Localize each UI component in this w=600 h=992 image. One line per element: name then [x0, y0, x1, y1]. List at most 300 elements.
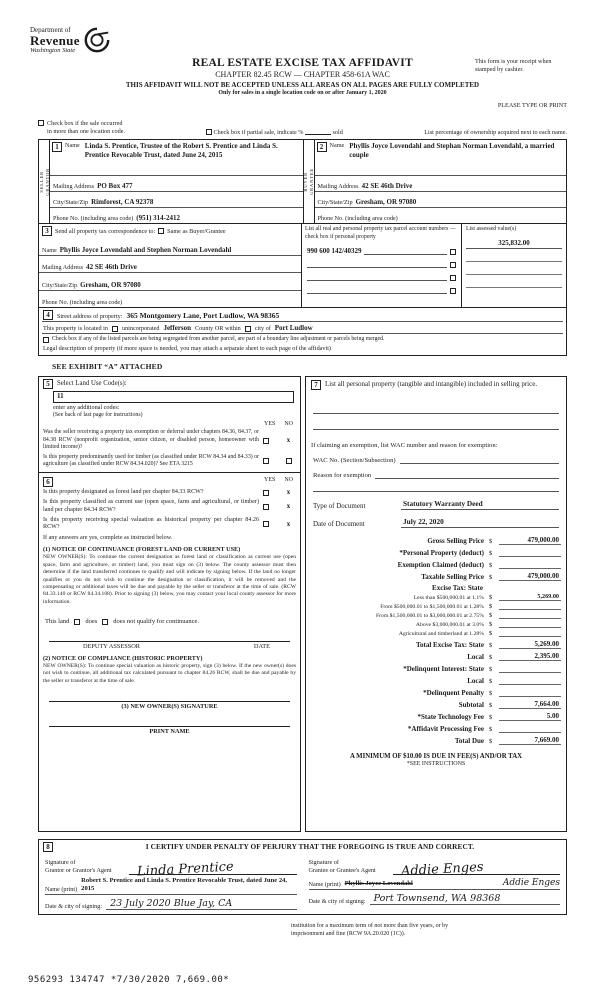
- grantee-vertical-text: GRANTEE: [309, 168, 314, 196]
- section-5-number: 5: [43, 379, 53, 389]
- no-answer-mark: x: [286, 503, 291, 511]
- exemption-claim-note: If claiming an exemption, list WAC number and reason for exemption:: [311, 441, 498, 449]
- excise-row: [311, 686, 561, 697]
- grantee-name-handwritten: Addie Enges: [502, 877, 560, 888]
- section-4-property: [39, 308, 566, 355]
- seller-name-field: [50, 140, 303, 176]
- parcel-blank-line[interactable]: [307, 261, 447, 268]
- question-answers: [263, 489, 296, 497]
- deputy-assessor-label: DEPUTY ASSESSOR: [83, 643, 140, 650]
- excise-row-amount: [499, 696, 561, 697]
- county-or-within-label: County OR within: [195, 325, 241, 333]
- grantor-name-print-value: Robert S. Prentice and Linda S. Prentice Revocable Trust, dated June 24, 2015: [81, 876, 288, 892]
- excise-row: [311, 650, 561, 661]
- does-checkbox[interactable]: [74, 619, 80, 625]
- assessed-blank-line[interactable]: [466, 262, 562, 275]
- buyer-csz-value: Gresham, OR 97080: [355, 198, 417, 207]
- excise-row-label: Above $3,000,000.01 at 3.0%: [415, 621, 484, 628]
- assessed-header: List assessed value(s): [466, 226, 517, 233]
- additional-codes-label: enter any additional codes:: [53, 403, 120, 411]
- land-use-code-value[interactable]: 11: [53, 391, 294, 403]
- parcel-row: [305, 274, 458, 281]
- title-block: [113, 24, 493, 96]
- excise-row-label: Taxable Selling Price: [421, 572, 484, 581]
- excise-row: [311, 698, 561, 709]
- timber-answers: [263, 454, 296, 469]
- grantor-signature-script: Linda Prentice: [136, 859, 235, 880]
- grantor-date-city-value: 23 July 2020 Blue Jay, CA: [106, 898, 296, 910]
- corr-csz-value: Gresham, OR 97080: [80, 280, 141, 289]
- dollar-sign: $: [489, 737, 493, 745]
- new-owner-signature-label: (3) NEW OWNER(S) SIGNATURE: [121, 703, 218, 711]
- corr-name-label: Name: [42, 246, 57, 254]
- excise-row: [311, 662, 561, 673]
- type-of-document-field: [313, 499, 559, 510]
- seller-name-value: Linda S. Prentice, Trustee of the Robert S. Prentice and Linda S. Prentice Revocable Trust, dated June 24, 2015: [84, 142, 278, 159]
- chapter-subtitle: CHAPTER 82.45 RCW — CHAPTER 458-61A WAC: [215, 70, 390, 79]
- yes-no-header-5: [43, 421, 296, 427]
- grantee-agent-label: Grantee or Grantee's Agent: [308, 867, 376, 875]
- top-options-row: [38, 120, 567, 136]
- seller-csz-value: Rimforest, CA 92378: [91, 198, 154, 207]
- parcel-blank-line[interactable]: [307, 274, 447, 281]
- dollar-sign: $: [489, 611, 493, 619]
- excise-row-label: Subtotal: [458, 700, 484, 709]
- excise-row-label: *Delinquent Interest: State: [403, 664, 484, 673]
- section6-questions: [43, 489, 296, 533]
- seller-csz-field: [50, 192, 303, 208]
- correspondence-header: [39, 224, 301, 238]
- single-location-note: Only for sales in a single location code on or after January 1, 2020: [218, 90, 387, 96]
- excise-row-amount: 7,664.00: [499, 700, 561, 709]
- left-column: [38, 376, 301, 832]
- yes-label: YES: [263, 476, 276, 483]
- multi-location-option: [38, 120, 206, 136]
- excise-row-label: Total Due: [454, 736, 484, 745]
- buyer-grantee-vertical-label: [304, 140, 315, 223]
- buyer-phone-field: [315, 208, 567, 223]
- parcel-blank-line: [364, 248, 447, 255]
- excise-row-amount: 7,669.00: [499, 736, 561, 745]
- parcel-row: [305, 287, 458, 294]
- dollar-sign: $: [489, 537, 493, 545]
- no-label: NO: [284, 421, 293, 428]
- dollar-sign: $: [489, 653, 493, 661]
- buyer-phone-label: Phone No. (including area code): [317, 215, 398, 223]
- yes-label: YES: [263, 421, 276, 428]
- excise-row-label: Gross Selling Price: [427, 536, 484, 545]
- perjury-note: [291, 922, 563, 939]
- section-3-row: [39, 224, 566, 308]
- wac-number-label: WAC No. (Section/Subsection): [313, 456, 396, 464]
- corr-phone-label: Phone No. (including area code): [42, 299, 123, 307]
- dollar-sign: $: [489, 629, 493, 637]
- excise-row-amount: 5.00: [499, 712, 561, 721]
- excise-row-amount: [499, 568, 561, 569]
- excise-table: [311, 533, 561, 745]
- corr-csz-field: [39, 273, 301, 291]
- exemption-question-row: [43, 429, 296, 452]
- print-name-label: PRINT NAME: [149, 728, 190, 736]
- no-answer-mark: x: [286, 520, 291, 528]
- dollar-sign: $: [489, 641, 493, 649]
- assessed-blank-line[interactable]: [466, 249, 562, 262]
- buyer-csz-label: City/State/Zip: [317, 199, 353, 207]
- parcel-number-value: 990 600 142/40329: [307, 247, 362, 256]
- notice-compliance-title: (2) NOTICE OF COMPLIANCE (HISTORIC PROPERTY): [43, 655, 203, 662]
- section-3-correspondence: [39, 224, 301, 307]
- excise-row-label: *Affidavit Processing Fee: [407, 724, 484, 733]
- buyer-mailing-field: [315, 176, 567, 192]
- excise-row: [311, 722, 561, 733]
- dollar-sign: $: [489, 573, 493, 581]
- excise-row-label: *Personal Property (deduct): [399, 548, 484, 557]
- grantee-signature-field: [308, 855, 561, 879]
- question-row: [43, 489, 296, 497]
- located-in-label: This property is located in: [43, 325, 108, 333]
- upper-form-box: [38, 139, 567, 356]
- excise-row-label: From $1,500,000.01 to $3,000,000.01 at 2.75%: [375, 612, 484, 619]
- parties-row: [39, 140, 566, 224]
- multi-location-checkbox[interactable]: [38, 120, 44, 126]
- excise-row-label: *State Technology Fee: [417, 712, 484, 721]
- grantor-signature-column: [39, 853, 303, 914]
- segregated-note: Check box if any of the listed parcels are being segregated from another parcel, are part of a boundary line adjustment or parcels being merged.: [52, 336, 385, 343]
- exemption-answers: [263, 429, 296, 452]
- street-address-value: 365 Montgomery Lane, Port Ludlow, WA 98365: [126, 310, 280, 320]
- reason-exemption-blank[interactable]: [375, 471, 559, 479]
- no-answer-mark: x: [286, 437, 291, 445]
- yes-no-header-6: [43, 477, 296, 487]
- buyer-csz-field: [315, 192, 567, 208]
- deputy-assessor-labels: [43, 642, 296, 650]
- see-back-note: (See back of last page for instructions): [53, 411, 143, 418]
- property-location-row: [42, 322, 563, 334]
- seller-csz-label: City/State/Zip: [53, 199, 89, 207]
- buyer-vertical-text: BUYER: [303, 171, 308, 192]
- partial-sale-checkbox[interactable]: [206, 129, 212, 135]
- assessed-value: 325,832.00: [466, 239, 562, 249]
- grantee-date-city-value: Port Townsend, WA 98368: [370, 893, 560, 905]
- personal-property-checkbox[interactable]: [450, 288, 456, 294]
- county-value: Jefferson: [163, 324, 192, 333]
- question-text: Is this property designated as forest land per chapter 84.33 RCW?: [43, 488, 204, 495]
- dollar-sign: $: [489, 549, 493, 557]
- personal-property-checkbox[interactable]: [450, 275, 456, 281]
- dollar-sign: $: [489, 689, 493, 697]
- question-row: [43, 499, 296, 515]
- does-not-checkbox[interactable]: [102, 619, 108, 625]
- minimum-due-note: A MINIMUM OF $10.00 IS DUE IN FEE(S) AND/OR TAX: [349, 752, 523, 760]
- warning-note: THIS AFFIDAVIT WILL NOT BE ACCEPTED UNLESS ALL AREAS ON ALL PAGES ARE FULLY COMPLETED: [125, 81, 480, 89]
- excise-row-amount: [499, 618, 561, 619]
- dollar-sign: $: [489, 602, 493, 610]
- seller-mailing-field: [50, 176, 303, 192]
- section-6-classification: [38, 473, 301, 832]
- excise-row-label: Total Excise Tax: State: [416, 640, 484, 649]
- corr-mailing-label: Mailing Address: [42, 264, 84, 272]
- send-correspondence-label: Send all property tax correspondence to:: [55, 227, 156, 235]
- signature-grid: [39, 853, 566, 914]
- excise-row-label: *Delinquent Penalty: [423, 688, 484, 697]
- exemption-blank-line[interactable]: [313, 479, 559, 492]
- does-not-label: does not qualify for continuance.: [113, 618, 200, 625]
- partial-sale-percent-blank[interactable]: [305, 128, 331, 135]
- question-text: Is this property receiving special valuation as historical property per chapter 84.26 RCW?: [43, 516, 259, 531]
- dollar-sign: $: [489, 593, 493, 601]
- excise-row-label: From $500,000.01 to $1,500,000.01 at 1.28%: [380, 603, 484, 610]
- type-or-print-note: PLEASE TYPE OR PRINT: [497, 102, 567, 109]
- exhibit-note: SEE EXHIBIT “A” ATTACHED: [52, 361, 163, 371]
- assessed-values-panel: [461, 224, 566, 307]
- multi-location-line1: Check box if the sale occurred: [47, 120, 123, 127]
- personal-property-title: List all personal property (tangible and intangible) included in selling price.: [325, 379, 538, 388]
- same-as-buyer-label: Same as Buyer/Grantee: [167, 227, 226, 235]
- grantee-signature-label: [309, 859, 389, 875]
- this-land-label: This land: [45, 618, 70, 625]
- excise-row-label: Local: [467, 652, 484, 661]
- excise-row: [311, 611, 561, 619]
- yes-checkbox[interactable]: [263, 490, 269, 496]
- question-answers: [263, 499, 296, 515]
- wac-number-field: [313, 449, 559, 464]
- reason-exemption-label: Reason for exemption: [313, 471, 372, 479]
- grantee-date-city-field: [309, 890, 561, 905]
- grantee-signature-area[interactable]: [393, 857, 561, 879]
- buyer-name-label: Name: [329, 142, 345, 150]
- certify-statement: I CERTIFY UNDER PENALTY OF PERJURY THAT THE FOREGOING IS TRUE AND CORRECT.: [145, 842, 475, 852]
- date-city-label: Date & city of signing:: [308, 897, 366, 905]
- parcel-row: [305, 247, 458, 255]
- dollar-sign: $: [489, 713, 493, 721]
- section-8-certification: [38, 839, 567, 915]
- no-checkbox[interactable]: [286, 458, 292, 464]
- reason-exemption-field: [313, 464, 559, 479]
- section-1-seller: [39, 140, 303, 223]
- segregated-checkbox[interactable]: [43, 337, 49, 343]
- wac-number-blank[interactable]: [400, 456, 559, 464]
- state-line: Washington State: [30, 47, 76, 54]
- notice-continuance-title: (1) NOTICE OF CONTINUANCE (FOREST LAND OR CURRENT USE): [43, 546, 241, 554]
- section-5-land-use: [38, 376, 301, 473]
- grantor-vertical-text: GRANTOR: [44, 167, 50, 196]
- dollar-sign: $: [489, 620, 493, 628]
- personal-property-header: [311, 379, 561, 390]
- excise-row: [311, 593, 561, 601]
- parcel-blank-line[interactable]: [307, 287, 447, 294]
- date-of-document-label: Date of Document: [313, 519, 365, 528]
- corr-mailing-value: 42 SE 46th Drive: [86, 263, 137, 272]
- corr-csz-label: City/State/Zip: [42, 281, 78, 289]
- type-of-document-value: Statutory Warranty Deed: [401, 499, 559, 510]
- if-yes-note: If any answers are yes, complete as instructed below.: [43, 535, 173, 542]
- excise-row-amount: [499, 732, 561, 733]
- excise-row-amount: [499, 609, 561, 610]
- continuance-row: [45, 618, 294, 625]
- grantor-signature-label: [45, 859, 125, 875]
- grantee-signature-column: [303, 853, 567, 914]
- section-7-personal-property: [305, 376, 567, 832]
- land-use-header: [43, 379, 296, 389]
- corr-phone-field: [39, 291, 301, 308]
- date-of-document-value: July 22, 2020: [401, 517, 559, 528]
- section-4-number: 4: [43, 310, 53, 320]
- notice-compliance-body: NEW OWNER(S): To continue special valuation as historic property, sign (3) below. If the new owner(s) does not wish to continue, all additional tax calculated pursuant to chapter 84.26 RCW, shall be due and payable by the seller or transferor at the time of sale.: [43, 663, 296, 684]
- grantor-signature-area[interactable]: [129, 857, 297, 880]
- excise-row: [311, 629, 561, 637]
- partial-sale-option: [206, 128, 406, 136]
- excise-row-amount: 479,000.00: [499, 536, 561, 545]
- corr-mailing-field: [39, 256, 301, 274]
- seller-fields: [50, 140, 303, 223]
- excise-row-label: Local: [467, 676, 484, 685]
- date-of-document-field: [313, 517, 559, 528]
- excise-row-amount: [499, 684, 561, 685]
- section-1-number: 1: [52, 142, 62, 152]
- agency-text: [30, 26, 80, 54]
- question-row: [43, 517, 296, 533]
- personal-property-blank-line[interactable]: [313, 398, 559, 414]
- seller-phone-value: (951) 314-2412: [136, 214, 180, 223]
- notice-continuance-body: NEW OWNER(S): To continue the current designation as forest land or classification as current use (open space, farm and agriculture, or timber) land, you must sign on (3) below. The county assessor must then determine if the land transferred continues to qualify and will indicate by signing below. If the land no longer qualifies or you do not wish to continue the designation or classification, it will be removed and the compensating or additional taxes will be due and payable by the seller or transferor at the time of sale. (RCW 84.33.140 or RCW 84.34.108). Prior to signing (3) below, you may contact your local county assessor for more information.: [43, 554, 296, 605]
- street-address-field: [42, 309, 563, 322]
- dollar-sign: $: [489, 665, 493, 673]
- same-as-buyer-checkbox[interactable]: [158, 228, 164, 234]
- question-text: Is this property classified as current use (open space, farm and agricultural, or timber) land per chapter 84.34 RCW?: [43, 498, 259, 513]
- excise-row: [311, 734, 561, 745]
- does-label: does: [85, 618, 98, 625]
- seller-phone-field: [50, 208, 303, 223]
- agency-logo-block: [30, 26, 111, 54]
- seller-mailing-label: Mailing Address: [53, 183, 95, 191]
- yes-checkbox[interactable]: [263, 438, 269, 444]
- legal-description-note: Legal description of property (if more space is needed, you may attach a separate sheet to each page of the affidavit): [43, 344, 331, 352]
- partial-sale-text: Check box if partial sale, indicate %: [213, 129, 304, 137]
- name-print-label: Name (print): [308, 880, 341, 888]
- excise-row-amount: 479,000.00: [499, 572, 561, 581]
- multi-location-text: [47, 120, 125, 136]
- excise-row: [311, 558, 561, 569]
- section-2-number: 2: [317, 142, 327, 152]
- section-2-buyer: [303, 140, 567, 223]
- excise-row: [311, 602, 561, 610]
- city-value: Port Ludlow: [274, 324, 313, 333]
- name-print-label: Name (print): [45, 885, 78, 893]
- excise-row-amount: [499, 636, 561, 637]
- excise-row: [311, 534, 561, 545]
- excise-row-label: Excise Tax: State: [432, 583, 483, 592]
- grantee-name-print-struck: Phyllis Joyce Lovendahl: [344, 879, 413, 887]
- personal-property-blank-line[interactable]: [313, 414, 559, 430]
- perjury-line2: imprisonment and fine (RCW 9A.20.020 (1C)).: [291, 931, 406, 938]
- see-instructions-note: *SEE INSTRUCTIONS: [406, 760, 466, 767]
- personal-property-checkbox[interactable]: [450, 262, 456, 268]
- date-label: DATE: [253, 643, 270, 650]
- parcel-header: List all real and personal property tax parcel account numbers — check box if personal property: [305, 226, 456, 240]
- section-7-number: 7: [311, 380, 321, 390]
- seller-grantor-vertical-label: [39, 140, 50, 223]
- corr-name-value: Phyllis Joyce Lovendahl and Stephen Norman Lovendahl: [59, 245, 232, 254]
- excise-row-amount: 5,269.00: [499, 593, 561, 601]
- revenue-line: Revenue: [30, 33, 80, 48]
- excise-row-amount: [499, 672, 561, 673]
- city-checkbox[interactable]: [245, 326, 251, 332]
- land-use-title: Select Land Use Code(s):: [57, 380, 127, 388]
- yes-checkbox[interactable]: [263, 458, 269, 464]
- street-address-label: Street address of property:: [57, 313, 123, 321]
- section-3-number: 3: [42, 226, 52, 236]
- perjury-line1: institution for a maximum term of not more than five years, or by: [291, 922, 449, 929]
- grantor-agent-label: Grantor or Grantor's Agent: [45, 867, 112, 875]
- excise-row-label: Agricultural and timberland at 1.28%: [398, 630, 484, 637]
- timber-question-text: Is this property predominantly used for timber (as classified under RCW 84.34 and 84.33) or agriculture (as classified under RCW 84.34.020)? See ETA 3215: [43, 453, 259, 468]
- city-of-label: city of: [254, 325, 271, 333]
- excise-row-amount: [499, 627, 561, 628]
- dollar-sign: $: [489, 725, 493, 733]
- no-label: NO: [284, 476, 293, 483]
- excise-row: [311, 710, 561, 721]
- excise-row-amount: 2,395.00: [499, 652, 561, 661]
- excise-row: [311, 546, 561, 557]
- yes-checkbox[interactable]: [263, 504, 269, 510]
- page-title: REAL ESTATE EXCISE TAX AFFIDAVIT: [192, 57, 413, 69]
- section-6-number: 6: [43, 477, 53, 487]
- buyer-fields: [315, 140, 567, 223]
- seller-mailing-value: PO Box 477: [97, 182, 133, 191]
- dollar-sign: $: [489, 677, 493, 685]
- excise-row: [311, 674, 561, 685]
- signature-of-label: Signature of: [45, 859, 76, 867]
- segregated-row: [42, 334, 563, 344]
- parcel-row: [305, 261, 458, 268]
- unincorporated-checkbox[interactable]: [112, 326, 118, 332]
- partial-sale-sold-label: sold: [332, 129, 343, 137]
- grantee-signature-script: Addie Enges: [400, 859, 484, 879]
- dollar-sign: $: [489, 561, 493, 569]
- excise-row-label: Less than $500,000.01 at 1.1%: [413, 594, 484, 601]
- grantor-date-city-field: [45, 895, 297, 910]
- unincorporated-label: unincorporated: [121, 325, 160, 333]
- certification-header: [39, 840, 566, 853]
- buyer-name-field: [315, 140, 567, 176]
- seller-phone-label: Phone No. (including area code): [53, 215, 134, 223]
- seller-name-label: Name: [65, 142, 80, 150]
- signature-of-label: Signature of: [308, 859, 339, 867]
- question-answers: [263, 517, 296, 533]
- ownership-note: List percentage of ownership acquired next to each name.: [424, 129, 567, 137]
- no-answer-mark: x: [286, 489, 291, 497]
- receipt-note: This form is your receipt when stamped by cashier.: [475, 58, 552, 74]
- buyer-mailing-label: Mailing Address: [317, 183, 359, 191]
- personal-property-checkbox[interactable]: [450, 249, 456, 255]
- corr-name-field: [39, 238, 301, 256]
- excise-row: [311, 638, 561, 649]
- excise-row: [311, 620, 561, 628]
- multi-location-line2: in more than one location code.: [47, 128, 126, 136]
- seller-vertical-text: SELLER: [38, 170, 44, 193]
- excise-row: [311, 570, 561, 581]
- dept-line: Department of: [30, 26, 71, 34]
- section-8-number: 8: [43, 842, 53, 852]
- form-header: [30, 24, 567, 118]
- middle-columns: [38, 376, 567, 832]
- type-of-document-label: Type of Document: [313, 501, 366, 510]
- excise-row-label: Exemption Claimed (deduct): [397, 560, 484, 569]
- assessed-blank-line[interactable]: [466, 275, 562, 288]
- buyer-mailing-value: 42 SE 46th Drive: [361, 182, 413, 191]
- yes-checkbox[interactable]: [263, 521, 269, 527]
- buyer-name-value: Phyllis Joyce Lovendahl and Stephan Norman Lovendahl, a married couple: [349, 142, 555, 159]
